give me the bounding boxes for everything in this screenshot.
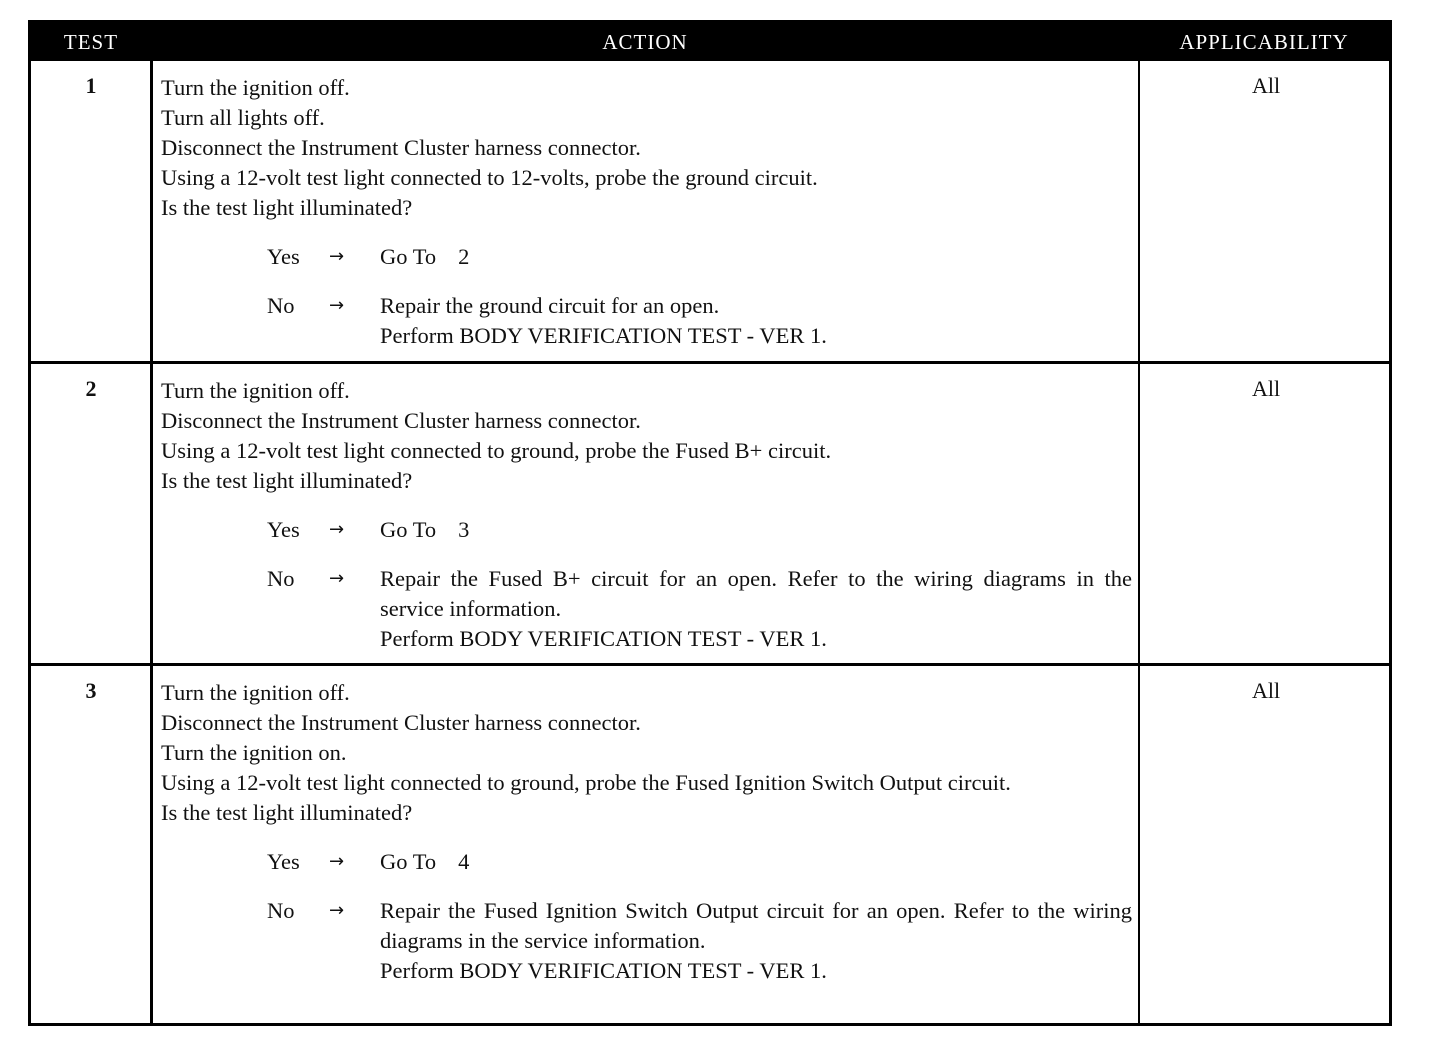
no-label: No [267,566,295,591]
right-arrow-icon: → [329,851,345,872]
goto-label: Go To [380,244,437,269]
diagnostic-test-table [28,20,1392,1026]
no-instruction: Repair the Fused B+ circuit for an open. Refer to the wiring diagrams in the service information. [380,566,1132,621]
right-arrow-icon: → [329,568,345,589]
action-cell [161,678,1131,986]
result-branches [161,515,1131,654]
no-label: No [267,293,295,318]
yes-label: Yes [267,244,300,269]
table-header [31,23,1389,61]
goto-target: 4 [458,849,470,874]
no-branch [267,564,1131,654]
applicability-value: All [1251,376,1281,401]
goto-target: 3 [458,517,470,542]
action-step: Using a 12-volt test light connected to 12-volts, probe the ground circuit. [161,165,818,190]
no-instruction: Perform BODY VERIFICATION TEST - VER 1. [380,323,827,348]
action-step: Turn the ignition off. [161,680,350,705]
action-question: Is the test light illuminated? [161,468,413,493]
action-step: Using a 12-volt test light connected to ground, probe the Fused B+ circuit. [161,438,832,463]
goto-label: Go To [380,517,437,542]
yes-branch [267,515,1131,545]
no-instruction: Perform BODY VERIFICATION TEST - VER 1. [380,958,827,983]
header-test: TEST [63,30,119,54]
right-arrow-icon: → [329,900,345,921]
test-number: 2 [85,376,97,401]
no-instruction: Perform BODY VERIFICATION TEST - VER 1. [380,626,827,651]
goto-target: 2 [458,244,470,269]
no-label: No [267,898,295,923]
test-number: 3 [85,678,97,703]
no-branch [267,291,1131,351]
action-question: Is the test light illuminated? [161,195,413,220]
yes-branch [267,242,1131,272]
goto-label: Go To [380,849,437,874]
test-row-2 [31,364,1389,663]
result-branches [161,242,1131,351]
right-arrow-icon: → [329,295,345,316]
yes-label: Yes [267,517,300,542]
test-row-1 [31,61,1389,361]
right-arrow-icon: → [329,246,345,267]
action-cell [161,73,1131,351]
right-arrow-icon: → [329,519,345,540]
applicability-value: All [1251,73,1281,98]
no-instruction: Repair the ground circuit for an open. [380,293,720,318]
action-step: Using a 12-volt test light connected to ground, probe the Fused Ignition Switch Output circuit. [161,770,1011,795]
action-step: Disconnect the Instrument Cluster harness connector. [161,408,641,433]
action-step: Turn the ignition off. [161,378,350,403]
test-number: 1 [85,73,97,98]
yes-label: Yes [267,849,300,874]
action-step: Disconnect the Instrument Cluster harness connector. [161,710,641,735]
action-step: Turn the ignition on. [161,740,347,765]
action-step: Disconnect the Instrument Cluster harness connector. [161,135,641,160]
header-applicability: APPLICABILITY [1179,30,1349,54]
test-row-3 [31,666,1389,1023]
action-step: Turn all lights off. [161,105,325,130]
result-branches [161,847,1131,986]
action-cell [161,376,1131,654]
applicability-value: All [1251,678,1281,703]
yes-branch [267,847,1131,877]
action-question: Is the test light illuminated? [161,800,413,825]
no-instruction: Repair the Fused Ignition Switch Output circuit for an open. Refer to the wiring diagrams in the service information. [380,898,1132,953]
header-action: ACTION [602,30,688,54]
action-step: Turn the ignition off. [161,75,350,100]
no-branch [267,896,1131,986]
